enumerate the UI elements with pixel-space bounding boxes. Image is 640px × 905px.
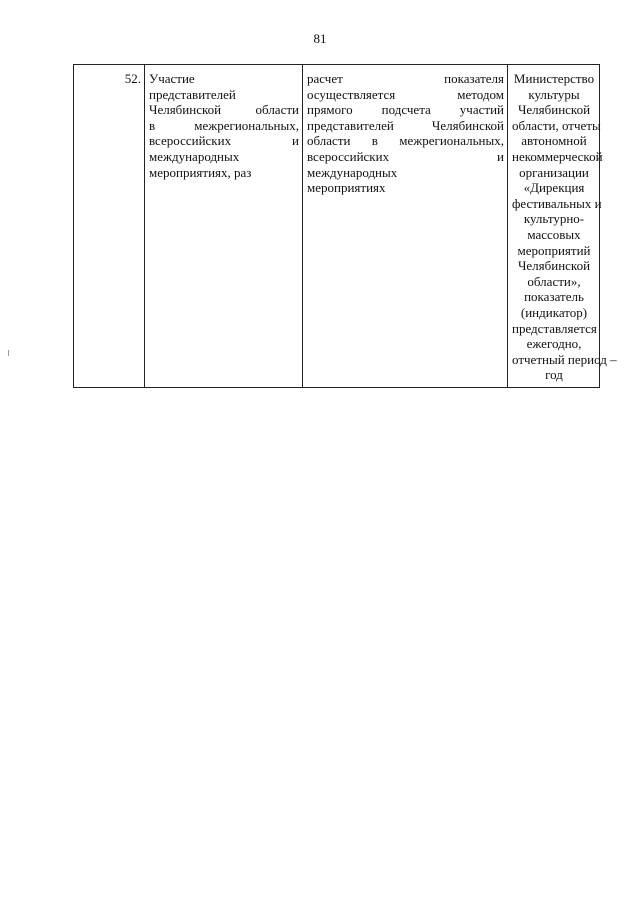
source-line: области»,: [527, 273, 581, 289]
source-line: (индикатор): [520, 304, 588, 320]
calculation-method-cell: [303, 65, 508, 388]
source-line: некоммерческой: [512, 148, 603, 164]
source-line: Челябинской: [517, 258, 591, 274]
source-line: представляется: [512, 320, 597, 336]
source-line: ежегодно,: [526, 336, 582, 352]
source-line: мероприятий: [517, 242, 591, 258]
indicator-line: международных: [149, 148, 240, 164]
source-line: «Дирекция: [523, 180, 585, 196]
method-line: международных: [307, 164, 398, 180]
data-source-cell: [508, 65, 617, 388]
row-number: 52.: [124, 71, 141, 86]
indicator-line: мероприятиях, раз: [149, 164, 252, 180]
method-line: расчет показателя: [307, 71, 504, 86]
indicator-name-cell: [145, 65, 303, 388]
scan-edge-mark: [8, 350, 9, 356]
source-line: показатель: [524, 289, 584, 305]
source-line: Министерство: [513, 71, 595, 86]
source-line: массовых: [527, 226, 581, 242]
source-line: организации: [519, 164, 589, 180]
source-line: области, отчеты: [512, 117, 601, 133]
method-line: осуществляется методом: [307, 86, 504, 102]
method-line: представителей Челябинской: [307, 117, 504, 133]
source-line: фестивальных и: [512, 195, 602, 211]
source-line: автономной: [521, 133, 587, 149]
indicator-table: [73, 64, 617, 388]
row-number-cell: [74, 65, 145, 388]
source-line: год: [545, 367, 563, 383]
source-line: Челябинской: [517, 102, 591, 118]
indicator-line: представителей: [149, 86, 236, 102]
source-line: культурно-: [523, 211, 585, 227]
source-line: отчетный период –: [512, 351, 617, 367]
page-number: 81: [313, 31, 327, 46]
indicator-line: Участие: [149, 71, 195, 86]
method-line: всероссийских и: [307, 148, 504, 164]
method-line: области в межрегиональных,: [307, 133, 504, 149]
indicator-line: всероссийских и: [149, 133, 299, 149]
method-line: прямого подсчета участий: [307, 102, 504, 118]
method-line: мероприятиях: [307, 180, 386, 196]
indicator-line: Челябинской области: [149, 102, 299, 118]
table-row: [74, 65, 600, 388]
indicator-line: в межрегиональных,: [149, 117, 299, 133]
source-line: культуры: [528, 86, 580, 102]
